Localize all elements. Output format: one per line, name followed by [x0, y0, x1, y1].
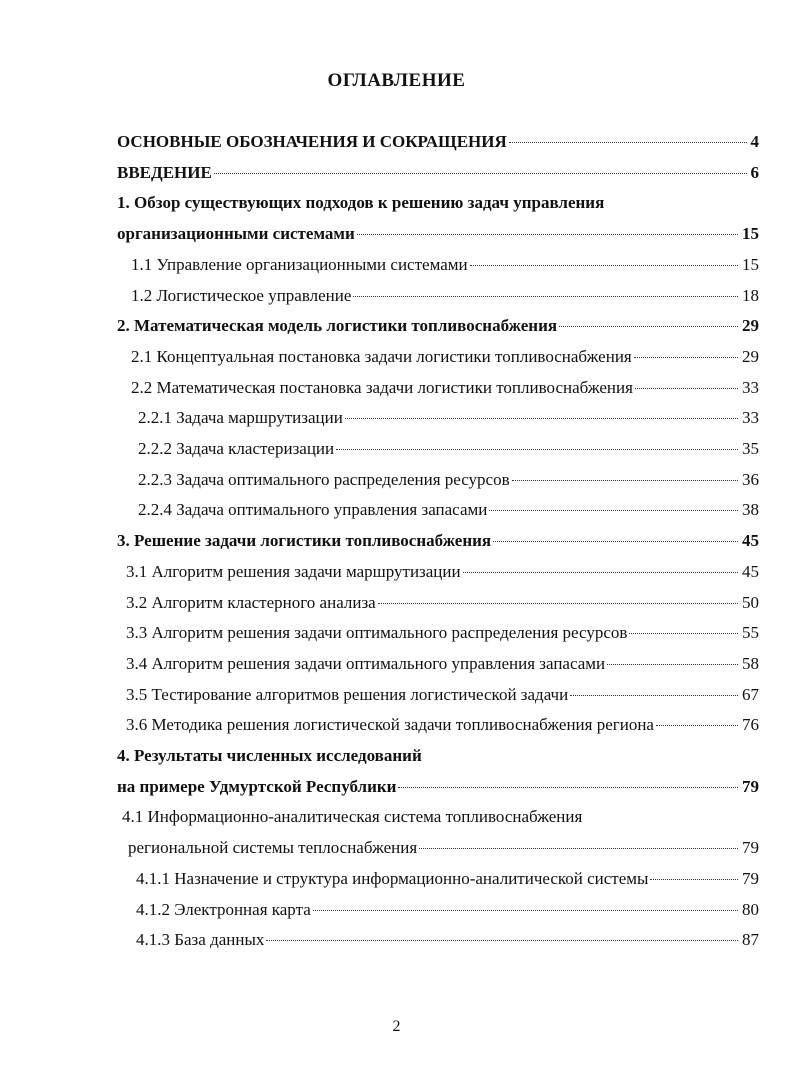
toc-entry-title: 2.2.3 Задача оптимального распределения ресурсов	[138, 469, 510, 489]
toc-entry	[138, 495, 759, 525]
toc-entry-page: 29	[742, 346, 759, 366]
toc-entry-title: 2.2.4 Задача оптимального управления запасами	[138, 500, 488, 520]
toc-entry-page: 50	[742, 592, 759, 612]
toc-entry-page: 18	[742, 285, 759, 305]
toc-leader-dots	[493, 541, 738, 542]
toc-entry	[131, 281, 759, 311]
toc-entry-page: 79	[742, 776, 759, 796]
toc-entry-page: 67	[742, 684, 759, 704]
toc-entry	[117, 741, 759, 771]
toc-entry-page: 15	[742, 224, 759, 244]
toc-entry-title: 3.3 Алгоритм решения задачи оптимального распределения ресурсов	[126, 623, 628, 643]
toc-entry	[138, 465, 759, 495]
toc-entry	[136, 895, 759, 925]
toc-entry	[138, 403, 759, 433]
toc-entry-title: 4.1 Информационно-аналитическая система топливоснабжения	[122, 807, 583, 827]
toc-entry-page: 33	[742, 408, 759, 428]
toc-entry-title: 2.2.1 Задача маршрутизации	[138, 408, 343, 428]
toc-entry-page: 15	[742, 254, 759, 274]
toc-entry-page: 38	[742, 500, 759, 520]
toc-entry	[138, 434, 759, 464]
toc-leader-dots	[463, 572, 738, 573]
toc-entry	[117, 188, 759, 218]
toc-entry-title: ОСНОВНЫЕ ОБОЗНАЧЕНИЯ И СОКРАЩЕНИЯ	[117, 132, 507, 151]
toc-entry	[126, 618, 759, 648]
toc-leader-dots	[313, 910, 738, 911]
toc-leader-dots	[656, 725, 738, 726]
toc-leader-dots	[512, 480, 738, 481]
toc-entry	[126, 557, 759, 587]
toc-leader-dots	[570, 695, 738, 696]
toc-entry-title: 3.2 Алгоритм кластерного анализа	[126, 592, 376, 612]
toc-entry	[131, 342, 759, 372]
toc-leader-dots	[470, 265, 738, 266]
toc-entry	[117, 127, 759, 157]
toc-leader-dots	[489, 510, 738, 511]
toc-leader-dots	[559, 326, 738, 327]
toc-entry-title: ВВЕДЕНИЕ	[117, 162, 212, 182]
toc-leader-dots	[629, 633, 738, 634]
toc-entry-page: 6	[750, 162, 759, 182]
page-number: 2	[392, 1018, 401, 1035]
toc-entry-title: 1. Обзор существующих подходов к решению задач управления	[117, 193, 605, 213]
toc-leader-dots	[634, 357, 738, 358]
toc-entry-title: 2. Математическая модель логистики топливоснабжения	[117, 316, 558, 336]
toc-entry-page: 87	[742, 930, 759, 950]
toc-entry-title: 4. Результаты численных исследований	[117, 746, 422, 765]
toc-entry-page: 35	[742, 439, 759, 458]
toc-leader-dots	[266, 940, 738, 941]
toc-entry-title: 3.6 Методика решения логистической задачи топливоснабжения региона	[126, 715, 654, 735]
toc-leader-dots	[336, 449, 738, 450]
toc-entry-title: 4.1.2 Электронная карта	[136, 899, 311, 919]
toc-entry	[117, 311, 759, 341]
toc-entry	[126, 588, 759, 618]
toc-entry-page: 79	[742, 838, 759, 858]
toc-entry	[128, 833, 759, 863]
toc-entry	[117, 772, 759, 802]
toc-entry-page: 80	[742, 899, 759, 919]
toc-entry	[136, 864, 759, 894]
toc-leader-dots	[398, 787, 738, 788]
toc-entry-page: 4	[750, 132, 759, 151]
toc-entry-title: 2.2 Математическая постановка задачи логистики топливоснабжения	[131, 377, 633, 397]
toc-entry-page: 55	[742, 623, 759, 643]
toc-leader-dots	[378, 603, 738, 604]
toc-entry	[131, 250, 759, 280]
page-title: ОГЛАВЛЕНИЕ	[327, 70, 466, 91]
toc-entry-page: 29	[742, 316, 759, 336]
toc-leader-dots	[357, 234, 738, 235]
toc-entry	[131, 373, 759, 403]
toc-entry-page: 45	[742, 561, 759, 581]
toc-leader-dots	[650, 879, 738, 880]
toc-leader-dots	[353, 296, 738, 297]
toc-entry-title: 2.1 Концептуальная постановка задачи логистики топливоснабжения	[131, 346, 632, 366]
toc-entry	[126, 680, 759, 710]
toc-leader-dots	[607, 664, 738, 665]
toc-entry-title: организационными системами	[117, 224, 355, 244]
toc-entry	[117, 219, 759, 249]
toc-entry-title: 3.5 Тестирование алгоритмов решения логистической задачи	[126, 684, 569, 704]
toc-entry-title: 3. Решение задачи логистики топливоснабжения	[117, 531, 492, 551]
toc-entry	[122, 802, 759, 832]
toc-entry-title: 3.1 Алгоритм решения задачи маршрутизации	[126, 561, 461, 581]
toc-entry	[117, 526, 759, 556]
toc-entry-title: 1.1 Управление организационными системами	[131, 254, 468, 274]
toc-entry-page: 79	[742, 868, 759, 888]
toc-entry-page: 76	[742, 715, 759, 735]
toc-entry-title: 1.2 Логистическое управление	[131, 285, 352, 305]
toc-entry-page: 33	[742, 377, 759, 397]
toc-entry-page: 45	[742, 531, 759, 551]
toc-entry-page: 36	[742, 469, 759, 489]
toc-leader-dots	[509, 142, 747, 143]
toc-entry	[136, 925, 759, 955]
toc-entry-title: 4.1.3 База данных	[136, 930, 265, 950]
toc-leader-dots	[419, 848, 738, 849]
toc-entry-title: 4.1.1 Назначение и структура информационно-аналитической системы	[136, 868, 649, 888]
toc-entry	[126, 649, 759, 679]
toc-entry-page: 58	[742, 653, 759, 673]
toc-leader-dots	[214, 173, 747, 174]
toc-entry-title: региональной системы теплоснабжения	[128, 838, 418, 858]
toc-entry	[126, 710, 759, 740]
toc-entry-title: 2.2.2 Задача кластеризации	[138, 439, 335, 458]
toc-entry-title: 3.4 Алгоритм решения задачи оптимального управления запасами	[126, 653, 606, 673]
toc-entry-title: на примере Удмуртской Республики	[117, 776, 397, 796]
toc-entry	[117, 158, 759, 188]
toc-leader-dots	[635, 388, 738, 389]
toc-leader-dots	[345, 418, 738, 419]
